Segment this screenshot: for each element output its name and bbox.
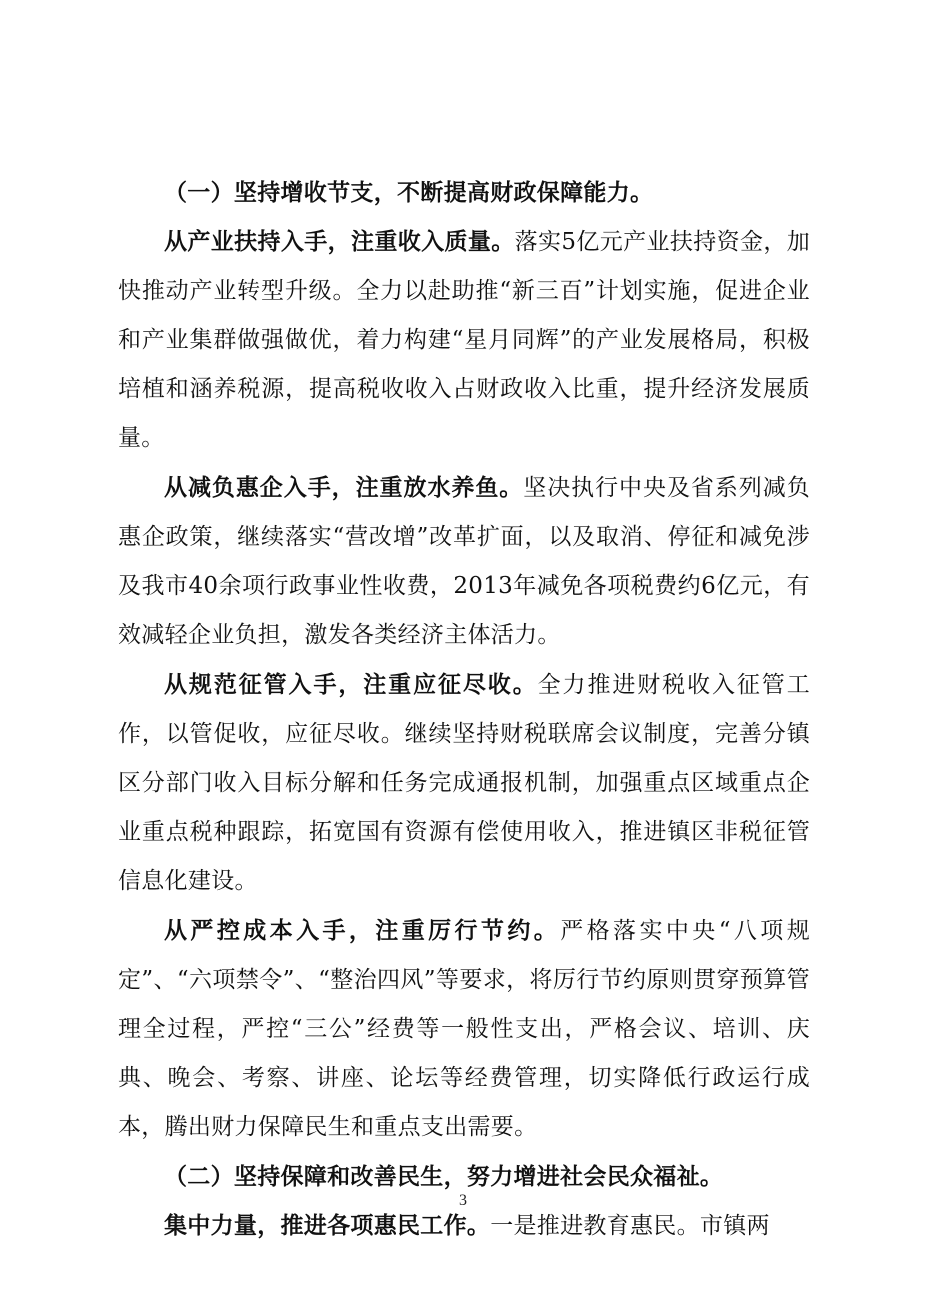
paragraph-body: 落实5亿元产业扶持资金，加快推动产业转型升级。全力以赴助推“新三百”计划实施，促进企业和产业集群做强做优，着力构建“星月同辉”的产业发展格局，积极培植和涵养税源，提高税收收入占财政收入比重，提升经济发展质量。: [118, 229, 810, 451]
document-body: [118, 168, 810, 1251]
paragraph-lead: 集中力量，推进各项惠民工作。: [164, 1212, 491, 1239]
paragraph-cost-control: [118, 906, 810, 1152]
paragraph-tax-relief: [118, 463, 810, 660]
paragraph-body: 一是推进教育惠民。市镇两: [490, 1213, 770, 1239]
paragraph-body: 严格落实中央“八项规定”、“六项禁令”、“整治四风”等要求，将厉行节约原则贯穿预算管理全过程，严控“三公”经费等一般性支出，严格会议、培训、庆典、晚会、考察、讲座、论坛等经费管理，切实降低行政运行成本，腾出财力保障民生和重点支出需要。: [118, 918, 811, 1140]
paragraph-body: 全力推进财税收入征管工作，以管促收，应征尽收。继续坚持财税联席会议制度，完善分镇区分部门收入目标分解和任务完成通报机制，加强重点区域重点企业重点税种跟踪，拓宽国有资源有偿使用收入，推进镇区非税征管信息化建设。: [118, 672, 810, 894]
paragraph-lead: 从规范征管入手，注重应征尽收。: [164, 671, 538, 698]
page-number: 3: [459, 1192, 467, 1209]
paragraph-industry-support: [118, 217, 810, 463]
paragraph-body: 坚决执行中央及省系列减负惠企政策，继续落实“营改增”改革扩面，以及取消、停征和减免涉及我市40余项行政事业性收费，2013年减免各项税费约6亿元，有效减轻企业负担，激发各类经济主体活力。: [118, 475, 810, 648]
paragraph-collection: [118, 660, 810, 906]
paragraph-lead: 从严控成本入手，注重厉行节约。: [164, 917, 561, 944]
paragraph-lead: 从减负惠企入手，注重放水养鱼。: [164, 474, 524, 501]
section-heading-1: （一）坚持增收节支，不断提高财政保障能力。: [164, 179, 654, 206]
section-heading-2: （二）坚持保障和改善民生，努力增进社会民众福祉。: [164, 1163, 724, 1190]
paragraph-lead: 从产业扶持入手，注重收入质量。: [164, 228, 515, 255]
